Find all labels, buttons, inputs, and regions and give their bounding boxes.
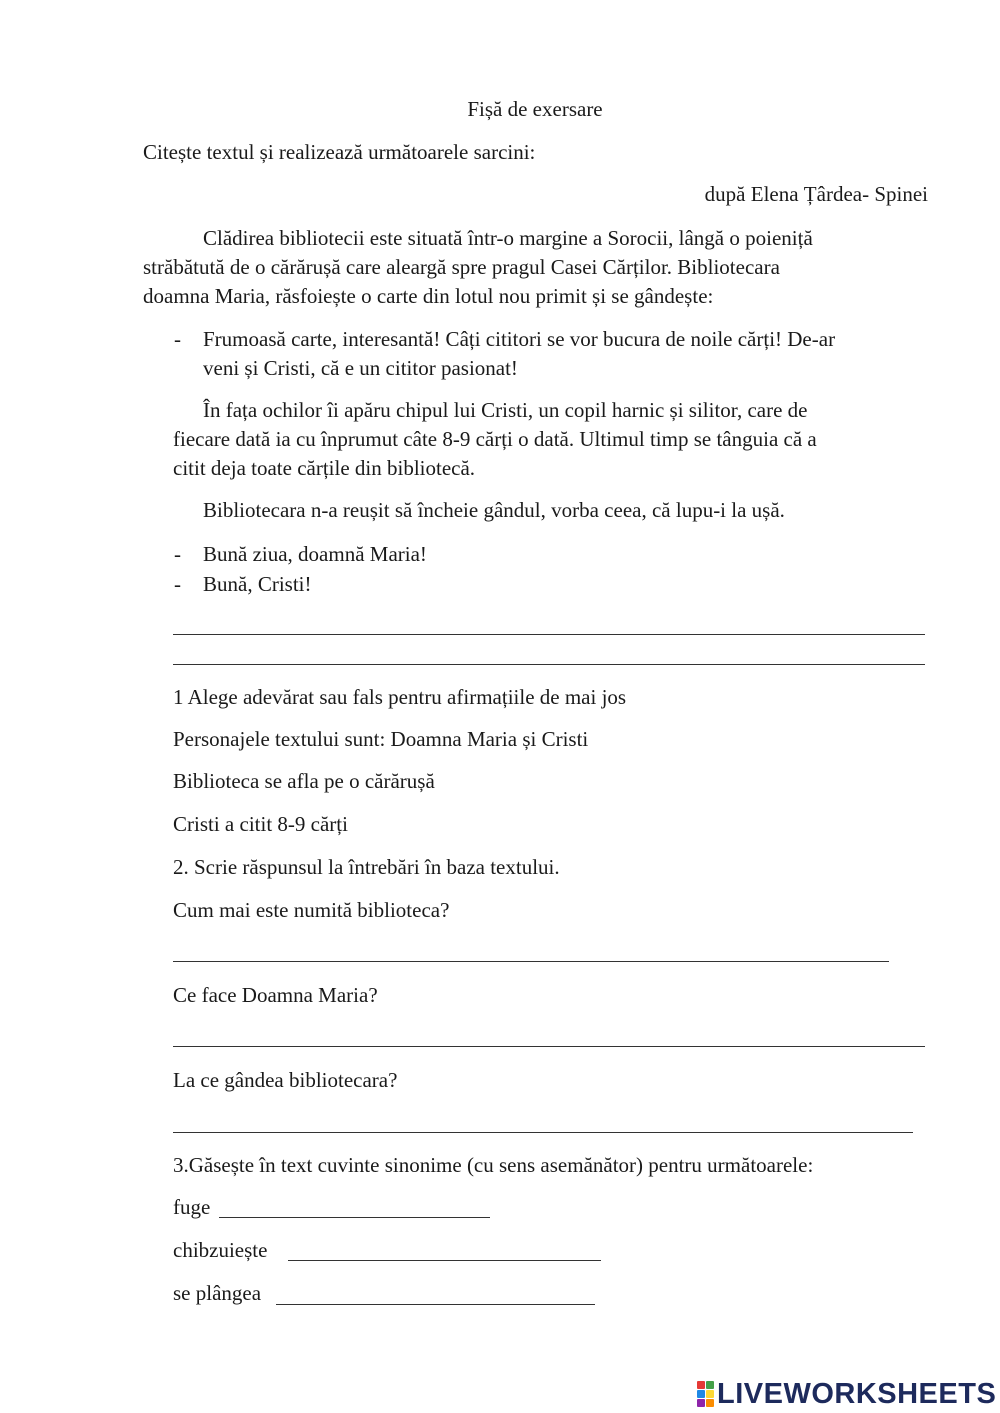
author-credit: după Elena Țârdea- Spinei (704, 182, 928, 206)
logo-square (697, 1381, 705, 1389)
story-line: Clădirea bibliotecii este situată într-o margine a Sorocii, lângă o poieniță (203, 226, 813, 250)
story-line: citit deja toate cărțile din bibliotecă. (173, 456, 476, 480)
synonym-item (173, 1236, 267, 1265)
continuation-answer-line[interactable] (173, 664, 925, 665)
synonym-word: fuge (173, 1195, 211, 1219)
dialog-dash: - (174, 327, 181, 351)
logo-text: LIVEWORKSHEETS (717, 1377, 997, 1410)
question-text: La ce gândea bibliotecara? (173, 1068, 398, 1092)
true-false-statement[interactable]: Biblioteca se afla pe o cărărușă (173, 769, 435, 793)
logo-square (706, 1390, 714, 1398)
story-line: străbătută de o cărărușă care aleargă spre pragul Casei Cărților. Bibliotecara (143, 255, 780, 279)
story-line: Bibliotecara n-a reușit să încheie gândul, vorba ceea, că lupu-i la ușă. (203, 498, 785, 522)
synonym-item (173, 1193, 210, 1222)
synonym-word: se plângea (173, 1281, 262, 1305)
synonym-answer-line[interactable] (276, 1304, 595, 1305)
dialog-dash: - (174, 572, 181, 596)
logo-square (697, 1390, 705, 1398)
answer-line[interactable] (173, 961, 889, 962)
answer-line[interactable] (173, 1046, 925, 1047)
dialog-line: Bună, Cristi! (203, 572, 312, 596)
dialog-line: Bună ziua, doamnă Maria! (203, 542, 427, 566)
worksheet-title: Fișă de exersare (467, 97, 603, 121)
story-line: fiecare dată ia cu înprumut câte 8-9 cărți o dată. Ultimul timp se tânguia că a (173, 427, 817, 451)
synonym-word: chibzuiește (173, 1238, 268, 1262)
task3-heading: 3.Găsește în text cuvinte sinonime (cu sens asemănător) pentru următoarele: (173, 1153, 814, 1177)
liveworksheets-logo-icon (697, 1381, 714, 1407)
task2-heading: 2. Scrie răspunsul la întrebări în baza textului. (173, 855, 560, 879)
dialog-line: Frumoasă carte, interesantă! Câți cititori se vor bucura de noile cărți! De-ar (203, 327, 836, 351)
true-false-statement[interactable]: Cristi a citit 8-9 cărți (173, 812, 348, 836)
liveworksheets-logo (697, 1378, 996, 1410)
answer-line[interactable] (173, 1132, 913, 1133)
logo-square (697, 1399, 705, 1407)
dialog-dash: - (174, 542, 181, 566)
instruction-text: Citește textul și realizează următoarele sarcini: (143, 140, 536, 164)
logo-square (706, 1399, 714, 1407)
dialog-line: veni și Cristi, că e un cititor pasionat! (203, 356, 518, 380)
story-line: În fața ochilor îi apăru chipul lui Cristi, un copil harnic și silitor, care de (203, 398, 808, 422)
question-text: Cum mai este numită biblioteca? (173, 898, 450, 922)
synonym-answer-line[interactable] (288, 1260, 601, 1261)
logo-square (706, 1381, 714, 1389)
continuation-answer-line[interactable] (173, 634, 925, 635)
synonym-item (173, 1279, 261, 1308)
story-line: doamna Maria, răsfoiește o carte din lotul nou primit și se gândește: (143, 284, 714, 308)
true-false-statement[interactable]: Personajele textului sunt: Doamna Maria și Cristi (173, 727, 589, 751)
task1-heading: 1 Alege adevărat sau fals pentru afirmațiile de mai jos (173, 685, 627, 709)
question-text: Ce face Doamna Maria? (173, 983, 378, 1007)
synonym-answer-line[interactable] (219, 1217, 490, 1218)
